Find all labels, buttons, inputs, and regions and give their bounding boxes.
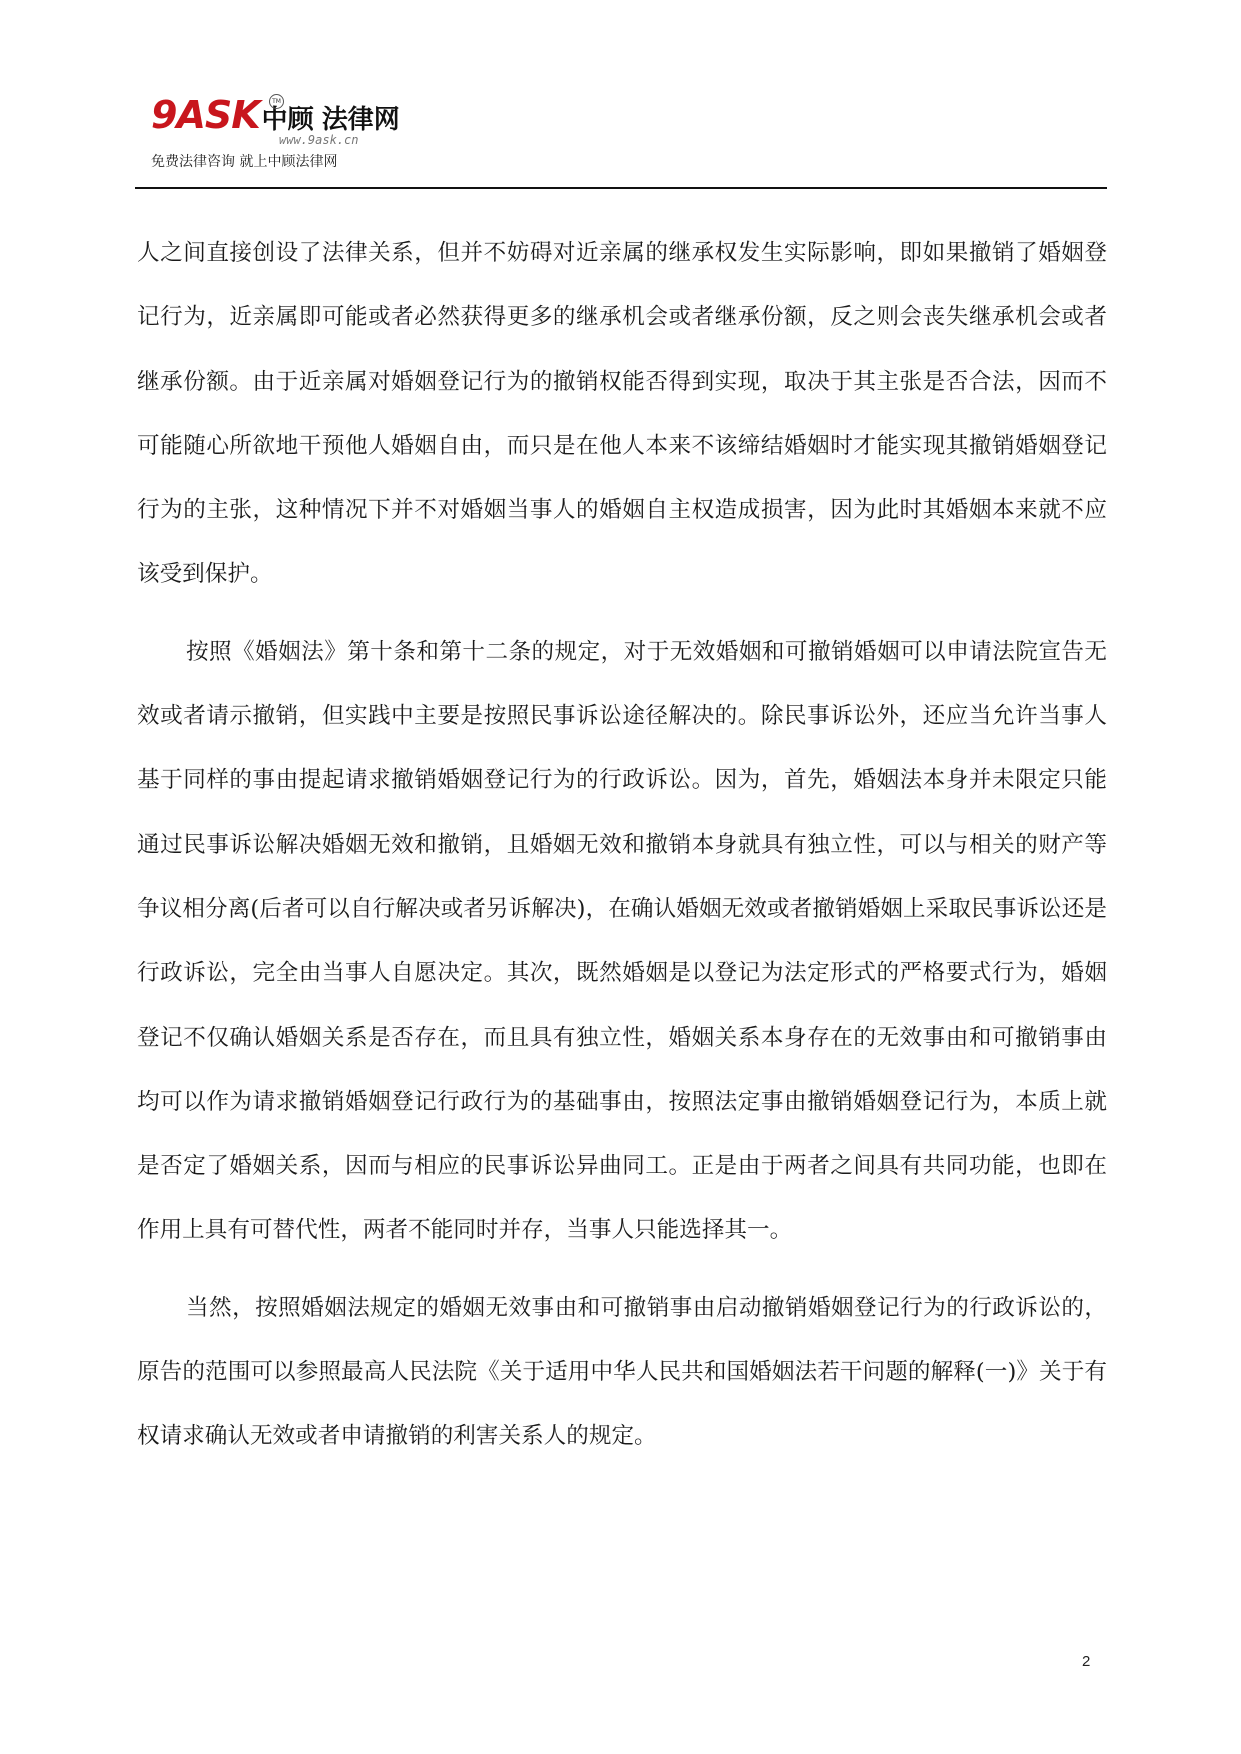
paragraph-1: 人之间直接创设了法律关系，但并不妨碍对近亲属的继承权发生实际影响，即如果撤销了婚姻登记行为，近亲属即可能或者必然获得更多的继承机会或者继承份额，反之则会丧失继承机会或者继承份额。由于近亲属对婚姻登记行为的撤销权能否得到实现，取决于其主张是否合法，因而不可能随心所欲地干预他人婚姻自由，而只是在他人本来不该缔结婚姻时才能实现其撤销婚姻登记行为的主张，这种情况下并不对婚姻当事人的婚姻自主权造成损害，因为此时其婚姻本来就不应该受到保护。 — [137, 240, 1107, 588]
header-divider — [135, 187, 1107, 189]
logo-name-cn: 中顾 — [261, 105, 314, 135]
logo-mark: 9ASK — [151, 93, 260, 137]
page-header — [0, 0, 1241, 192]
logo-url: www.9ask.cn — [279, 133, 359, 147]
document-body — [137, 221, 1107, 1469]
logo-name-law: 法律网 — [321, 105, 400, 135]
logo-slogan: 免费法律咨询 就上中顾法律网 — [151, 154, 338, 170]
paragraph-2: 按照《婚姻法》第十条和第十二条的规定，对于无效婚姻和可撤销婚姻可以申请法院宣告无效或者请示撤销，但实践中主要是按照民事诉讼途径解决的。除民事诉讼外，还应当允许当事人基于同样的事由提起请求撤销婚姻登记行为的行政诉讼。因为，首先，婚姻法本身并未限定只能通过民事诉讼解决婚姻无效和撤销，且婚姻无效和撤销本身就具有独立性，可以与相关的财产等争议相分离(后者可以自行解决或者另诉解决)，在确认婚姻无效或者撤销婚姻上采取民事诉讼还是行政诉讼，完全由当事人自愿决定。其次，既然婚姻是以登记为法定形式的严格要式行为，婚姻登记不仅确认婚姻关系是否存在，而且具有独立性，婚姻关系本身存在的无效事由和可撤销事由均可以作为请求撤销婚姻登记行政行为的基础事由，按照法定事由撤销婚姻登记行为，本质上就是否定了婚姻关系，因而与相应的民事诉讼异曲同工。正是由于两者之间具有共同功能，也即在作用上具有可替代性，两者不能同时并存，当事人只能选择其一。 — [137, 638, 1107, 1244]
site-logo[interactable] — [151, 92, 431, 178]
page-number: 2 — [1082, 1653, 1091, 1670]
trademark-icon: TM — [269, 94, 284, 109]
paragraph-3: 当然，按照婚姻法规定的婚姻无效事由和可撤销事由启动撤销婚姻登记行为的行政诉讼的，原告的范围可以参照最高人民法院《关于适用中华人民共和国婚姻法若干问题的解释(一)》关于有权请求确认无效或者申请撤销的利害关系人的规定。 — [137, 1294, 1107, 1450]
